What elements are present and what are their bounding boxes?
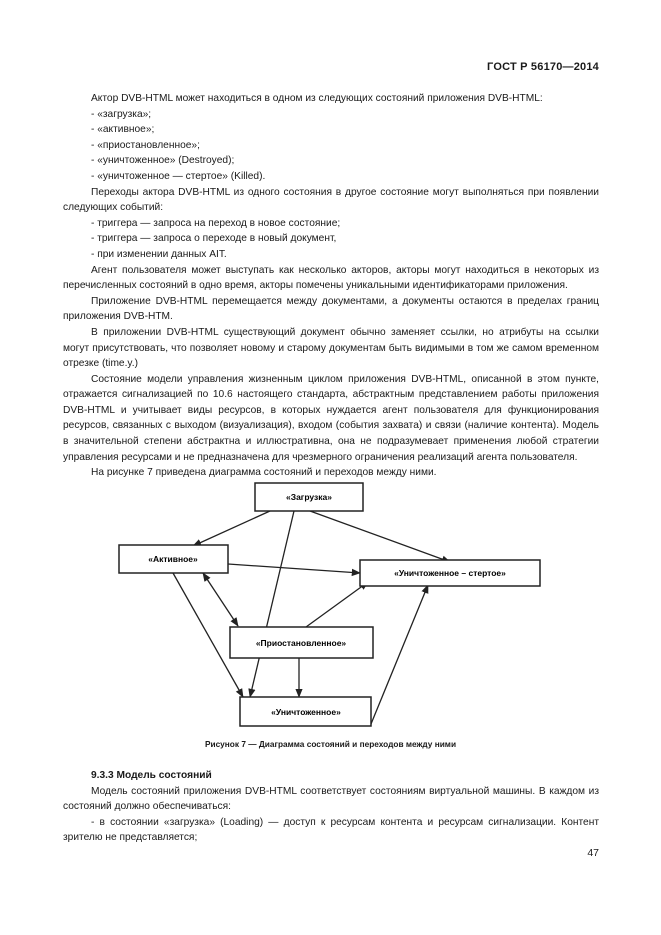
node-destroyed-label: «Уничтоженное» [271,707,341,717]
paragraph-links: В приложении DVB-HTML существующий документ обычно заменяет ссылки, но атрибуты на ссылки могут присутствовать, что позволяет новому и старому документам быть видимыми в том же самом временном отрезке (time.y.) [63,326,599,370]
list-item: - «уничтоженное — стертое» (Killed). [91,170,266,182]
edge-loading-destroyed [250,511,294,697]
node-killed-label: «Уничтоженное – стертое» [394,568,506,578]
edge-active-killed [228,564,360,573]
node-active-label: «Активное» [148,554,198,564]
list-item: - «загрузка»; [91,108,152,120]
node-loading [255,483,363,511]
node-active [119,545,228,573]
node-destroyed [240,697,371,726]
node-paused-label: «Приостановленное» [255,638,347,648]
list-item: - при изменении данных AIT. [91,248,227,260]
state-diagram [110,478,550,734]
page-number: 47 [587,847,599,859]
paragraph-application: Приложение DVB-HTML перемещается между документами, а документы остаются в пределах границ приложения DVB-HTM. [63,295,599,323]
edge-active-paused [203,573,238,626]
section-paragraph: - в состоянии «загрузка» (Loading) — доступ к ресурсам контента и ресурсам сигнализации. Контент зрителю не представляется; [63,816,599,844]
edge-loading-killed [310,511,450,562]
paragraph-agent: Агент пользователя может выступать как несколько акторов, акторы могут находиться в некоторых из перечисленных состояний в одно время, акторы помечены уникальными идентификаторами приложения. [63,264,599,292]
node-paused [230,627,373,658]
paragraph-figure-ref: На рисунке 7 приведена диаграмма состояний и переходов между ними. [91,467,437,479]
body-text [63,91,599,481]
paragraph-transitions: Переходы актора DVB-HTML из одного состояния в другое состояние могут выполняться при появлении следующих событий: [63,186,599,214]
edge-destroyed-killed [371,585,428,724]
node-loading-label: «Загрузка» [286,492,332,502]
diagram-edges [173,511,450,724]
edge-loading-active [193,511,270,546]
paragraph-intro: Актор DVB-HTML может находиться в одном из следующих состояний приложения DVB-HTML: [91,93,543,104]
section-paragraph: Модель состояний приложения DVB-HTML соответствует состояниям виртуальной машины. В каждом из состояний должно обеспечиваться: [63,785,599,813]
list-item: - триггера — запроса о переходе в новый документ, [91,233,337,245]
section-heading: 9.3.3 Модель состояний [91,770,212,781]
document-header: ГОСТ Р 56170—2014 [487,61,599,73]
node-killed [360,560,540,586]
list-item: - триггера — запроса на переход в новое состояние; [91,217,341,229]
section-text [63,768,599,846]
edge-paused-killed [306,582,368,627]
paragraph-model: Состояние модели управления жизненным циклом приложения DVB-HTML, описанной в этом пункте, отражается сигнализацией по 10.6 настоящего стандарта, абстрактным представлением работы приложения DVB-HTML и учитывает виды ресурсов, в которых нуждается агент пользователя для функционирования ресурсов, связанных с выходом (визуализация), входом (события захвата) и связи (наличие контента). Модель в значительной степени абстрактна и иллюстративна, она не подразумевает применения любой стратегии управления ресурсами и не предназначена для чрезмерного ограничения реализаций агента пользователя. [63,373,599,463]
list-item: - «приостановленное»; [91,139,200,151]
list-item: - «уничтоженное» (Destroyed); [91,155,235,167]
figure-caption: Рисунок 7 — Диаграмма состояний и переходов между ними [204,739,457,749]
list-item: - «активное»; [91,124,155,136]
